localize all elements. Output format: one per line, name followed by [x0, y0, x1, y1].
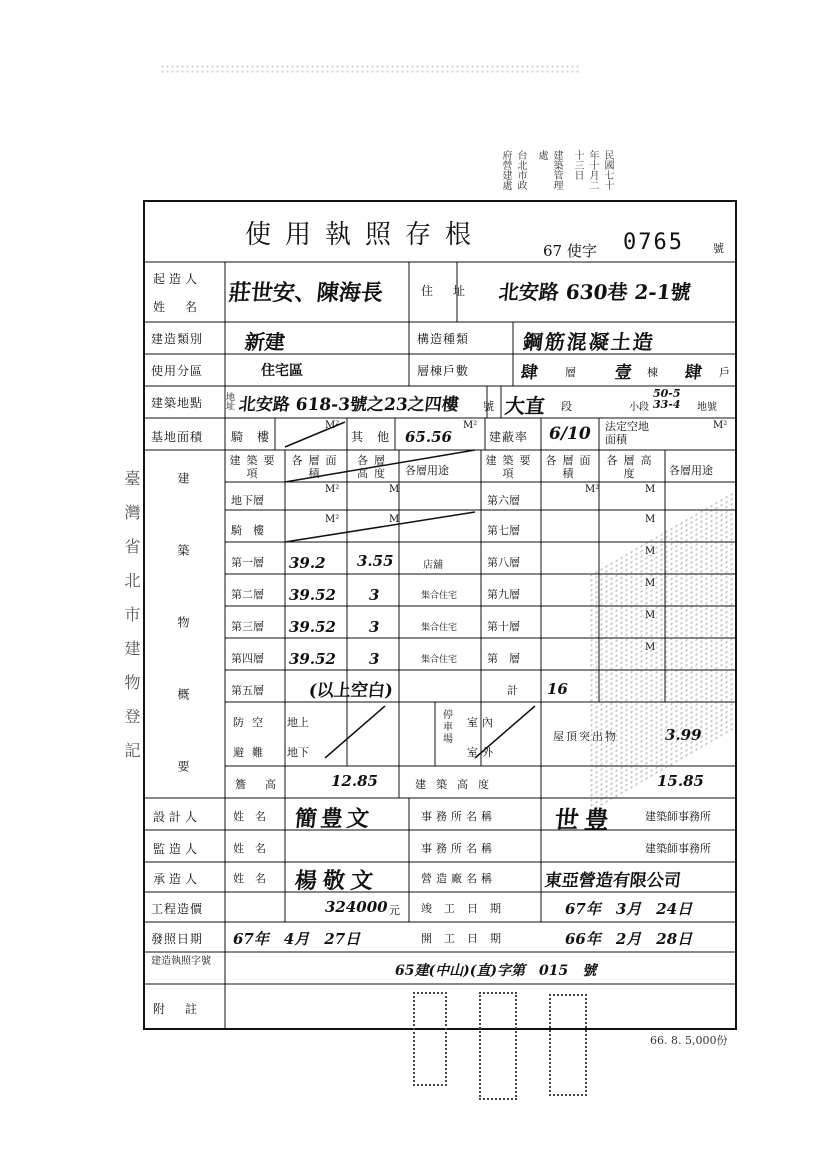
unit-m-other: M	[645, 642, 656, 653]
floor-name-8f: 第八層	[487, 556, 520, 569]
cost-unit: 元	[389, 904, 400, 917]
rooftop-label: 屋頂突出物	[553, 730, 618, 743]
designer-name-label: 姓 名	[233, 810, 266, 823]
floor-name-10f: 第十層	[487, 620, 520, 633]
unit-m-8f: M	[645, 546, 656, 557]
contractor-company: 東亞營造有限公司	[543, 871, 682, 891]
header-area-left: 各層面積	[291, 454, 343, 480]
other-area-label: 其 他	[351, 430, 391, 444]
structure-label: 構造種類	[417, 332, 470, 346]
finish-date: 67年 3月 24日	[565, 900, 693, 918]
floors-count-label: 層棟戶數	[417, 364, 470, 378]
use-4f: 集合住宅	[421, 655, 458, 665]
applicant-name-label: 姓 名	[153, 300, 202, 314]
location-section: 大直	[503, 394, 547, 418]
floor-name-other: 第 層	[487, 652, 520, 665]
header-height-right: 各層高度	[606, 454, 658, 480]
form-title: 使用執照存根	[245, 220, 486, 250]
applicant-name: 莊世安、陳海長	[227, 280, 385, 306]
header-area-right: 各層面積	[545, 454, 597, 480]
building-height-label: 建築高度	[415, 778, 499, 791]
supervisor-label: 監造人	[153, 842, 202, 856]
location-lots: 50-5 33-4	[653, 387, 681, 411]
outdoor-label: 室外	[467, 746, 497, 759]
print-code: 66. 8. 5,000份	[650, 1034, 728, 1047]
usage-zone: 住宅區	[261, 363, 303, 379]
total-label: 計	[507, 684, 518, 697]
start-date: 66年 2月 28日	[565, 930, 693, 948]
contractor-label: 承造人	[153, 872, 202, 886]
structure-type: 鋼筋混凝土造	[521, 330, 657, 354]
stamp-line-1: 台北市政府營建處	[500, 150, 526, 190]
floor-name-4f: 第四層	[231, 652, 264, 665]
floor-name-1f: 第一層	[231, 556, 264, 569]
floor-name-5f: 第五層	[231, 684, 264, 697]
supervisor-name-label: 姓 名	[233, 842, 266, 855]
official-seal-2	[479, 992, 517, 1100]
address-label: 住 址	[421, 284, 470, 298]
building-type: 新建	[243, 330, 287, 354]
coverage-value: 6/10	[549, 424, 591, 444]
applicant-address: 北安路 630巷 2-1號	[497, 280, 692, 304]
indoor-label: 室內	[467, 716, 497, 729]
header-item-right: 建築要項	[485, 454, 537, 480]
stamp-line-2: 建築管理處	[536, 150, 562, 190]
unit-m2-6f: M²	[585, 484, 600, 495]
unit-m-6f: M	[645, 484, 656, 495]
location-addr-mark: 地址	[224, 392, 234, 410]
floor-name-7f: 第七層	[487, 524, 520, 537]
basement-label: 地下	[287, 746, 309, 759]
legal-open-label: 法定空地面積	[605, 420, 649, 446]
total-value: 16	[547, 680, 568, 698]
left-margin-text: 臺灣省北市建物登記	[122, 470, 141, 776]
cert-prefix: 67 使字	[543, 242, 597, 260]
location-subsection-label: 小段	[629, 402, 649, 413]
finish-date-label: 竣工日期	[421, 902, 513, 915]
location-address: 北安路 618-3號之23之四樓	[237, 395, 460, 415]
site-area-label: 基地面積	[151, 430, 204, 444]
area-1f: 39.2	[289, 554, 326, 572]
header-smudge	[160, 64, 580, 74]
supervisor-office-label: 事務所名稱	[421, 842, 496, 855]
evacuation-label: 避難	[233, 746, 271, 759]
building-type-label: 建造類別	[151, 332, 204, 346]
header-item-left: 建築要項	[229, 454, 281, 480]
building-summary-label: 建築物概要	[176, 472, 190, 832]
arcade-label: 騎 樓	[231, 430, 271, 444]
permit-ref-label: 建造執照字號	[151, 956, 211, 967]
note-label: 附 註	[153, 1002, 202, 1016]
start-date-label: 開工日期	[421, 932, 513, 945]
floor-name-2f: 第二層	[231, 588, 264, 601]
unit-m2-arcade: M²	[325, 514, 340, 525]
area-2f: 39.52	[289, 586, 336, 604]
location-label: 建築地點	[151, 396, 204, 410]
use-3f: 集合住宅	[421, 623, 458, 633]
designer-name: 簡豊文	[293, 806, 375, 832]
cert-number: 0765	[623, 230, 684, 255]
unit-m2-b1: M²	[325, 484, 340, 495]
height-2f: 3	[369, 586, 380, 604]
issue-date-label: 發照日期	[151, 932, 204, 946]
area-3f: 39.52	[289, 618, 336, 636]
designer-office-label: 事務所名稱	[421, 810, 496, 823]
applicant-label: 起造人	[153, 272, 202, 286]
cost-value: 324000	[325, 898, 388, 916]
contractor-name: 楊敬文	[293, 868, 381, 894]
households-count: 肆	[683, 363, 703, 383]
shelter-label: 防空	[233, 716, 271, 729]
location-section-unit: 段	[561, 400, 572, 413]
unit-m-b1: M	[389, 484, 400, 495]
supervisor-office-suffix: 建築師事務所	[645, 842, 711, 855]
height-4f: 3	[369, 650, 380, 668]
parking-label: 停車場	[443, 710, 453, 745]
floor-name-3f: 第三層	[231, 620, 264, 633]
use-2f: 集合住宅	[421, 591, 458, 601]
use-1f: 店舖	[423, 560, 443, 571]
coverage-label: 建蔽率	[489, 430, 529, 444]
usage-zone-label: 使用分區	[151, 364, 204, 378]
ground-label: 地上	[287, 716, 309, 729]
designer-office-suffix: 建築師事務所	[645, 810, 711, 823]
eave-label: 簷 高	[235, 778, 280, 791]
location-number-unit: 號	[483, 400, 494, 413]
rooftop-value: 3.99	[665, 726, 702, 744]
designer-office: 世豊	[553, 805, 617, 834]
floors-unit: 層	[565, 366, 576, 379]
issue-date: 67年 4月 27日	[233, 930, 361, 948]
unit-m-9f: M	[645, 578, 656, 589]
cost-label: 工程造價	[151, 902, 204, 916]
cert-suffix: 號	[713, 242, 724, 255]
unit-m-10f: M	[645, 610, 656, 621]
floor-name-b1: 地下層	[231, 494, 264, 507]
permit-ref: 65建(中山)(直)字第 015 號	[395, 963, 597, 979]
height-3f: 3	[369, 618, 380, 636]
form-frame	[143, 200, 737, 1030]
header-height-left: 各層高度	[357, 454, 391, 480]
official-seal-1	[413, 992, 447, 1086]
unit-m-arcade: M	[389, 514, 400, 525]
buildings-unit: 棟	[647, 366, 658, 379]
official-seal-3	[549, 994, 587, 1096]
registry-stamp	[498, 150, 615, 198]
legal-open-unit: M²	[713, 420, 728, 431]
other-area-unit: M²	[463, 420, 478, 431]
designer-label: 設計人	[153, 810, 202, 824]
header-use-right: 各層用途	[669, 464, 713, 477]
header-use-left: 各層用途	[405, 464, 449, 477]
contractor-company-label: 營造廠名稱	[421, 872, 496, 885]
floor-name-6f: 第六層	[487, 494, 520, 507]
height-1f: 3.55	[357, 552, 394, 570]
location-lot-unit: 地號	[697, 402, 717, 413]
households-unit: 戶	[719, 366, 730, 379]
floors-count: 肆	[519, 363, 539, 383]
blank-below-note: (以上空白)	[307, 681, 394, 701]
buildings-count: 壹	[613, 363, 633, 383]
floor-name-arcade: 騎 樓	[231, 524, 264, 537]
other-area: 65.56	[405, 428, 452, 446]
contractor-name-label: 姓 名	[233, 872, 266, 885]
eave-value: 12.85	[331, 772, 378, 790]
unit-m-7f: M	[645, 514, 656, 525]
floor-name-9f: 第九層	[487, 588, 520, 601]
stamp-line-3: 民國七十年十月二十三日	[572, 150, 613, 190]
area-4f: 39.52	[289, 650, 336, 668]
building-height-value: 15.85	[657, 772, 704, 790]
arcade-unit: M²	[325, 420, 340, 431]
